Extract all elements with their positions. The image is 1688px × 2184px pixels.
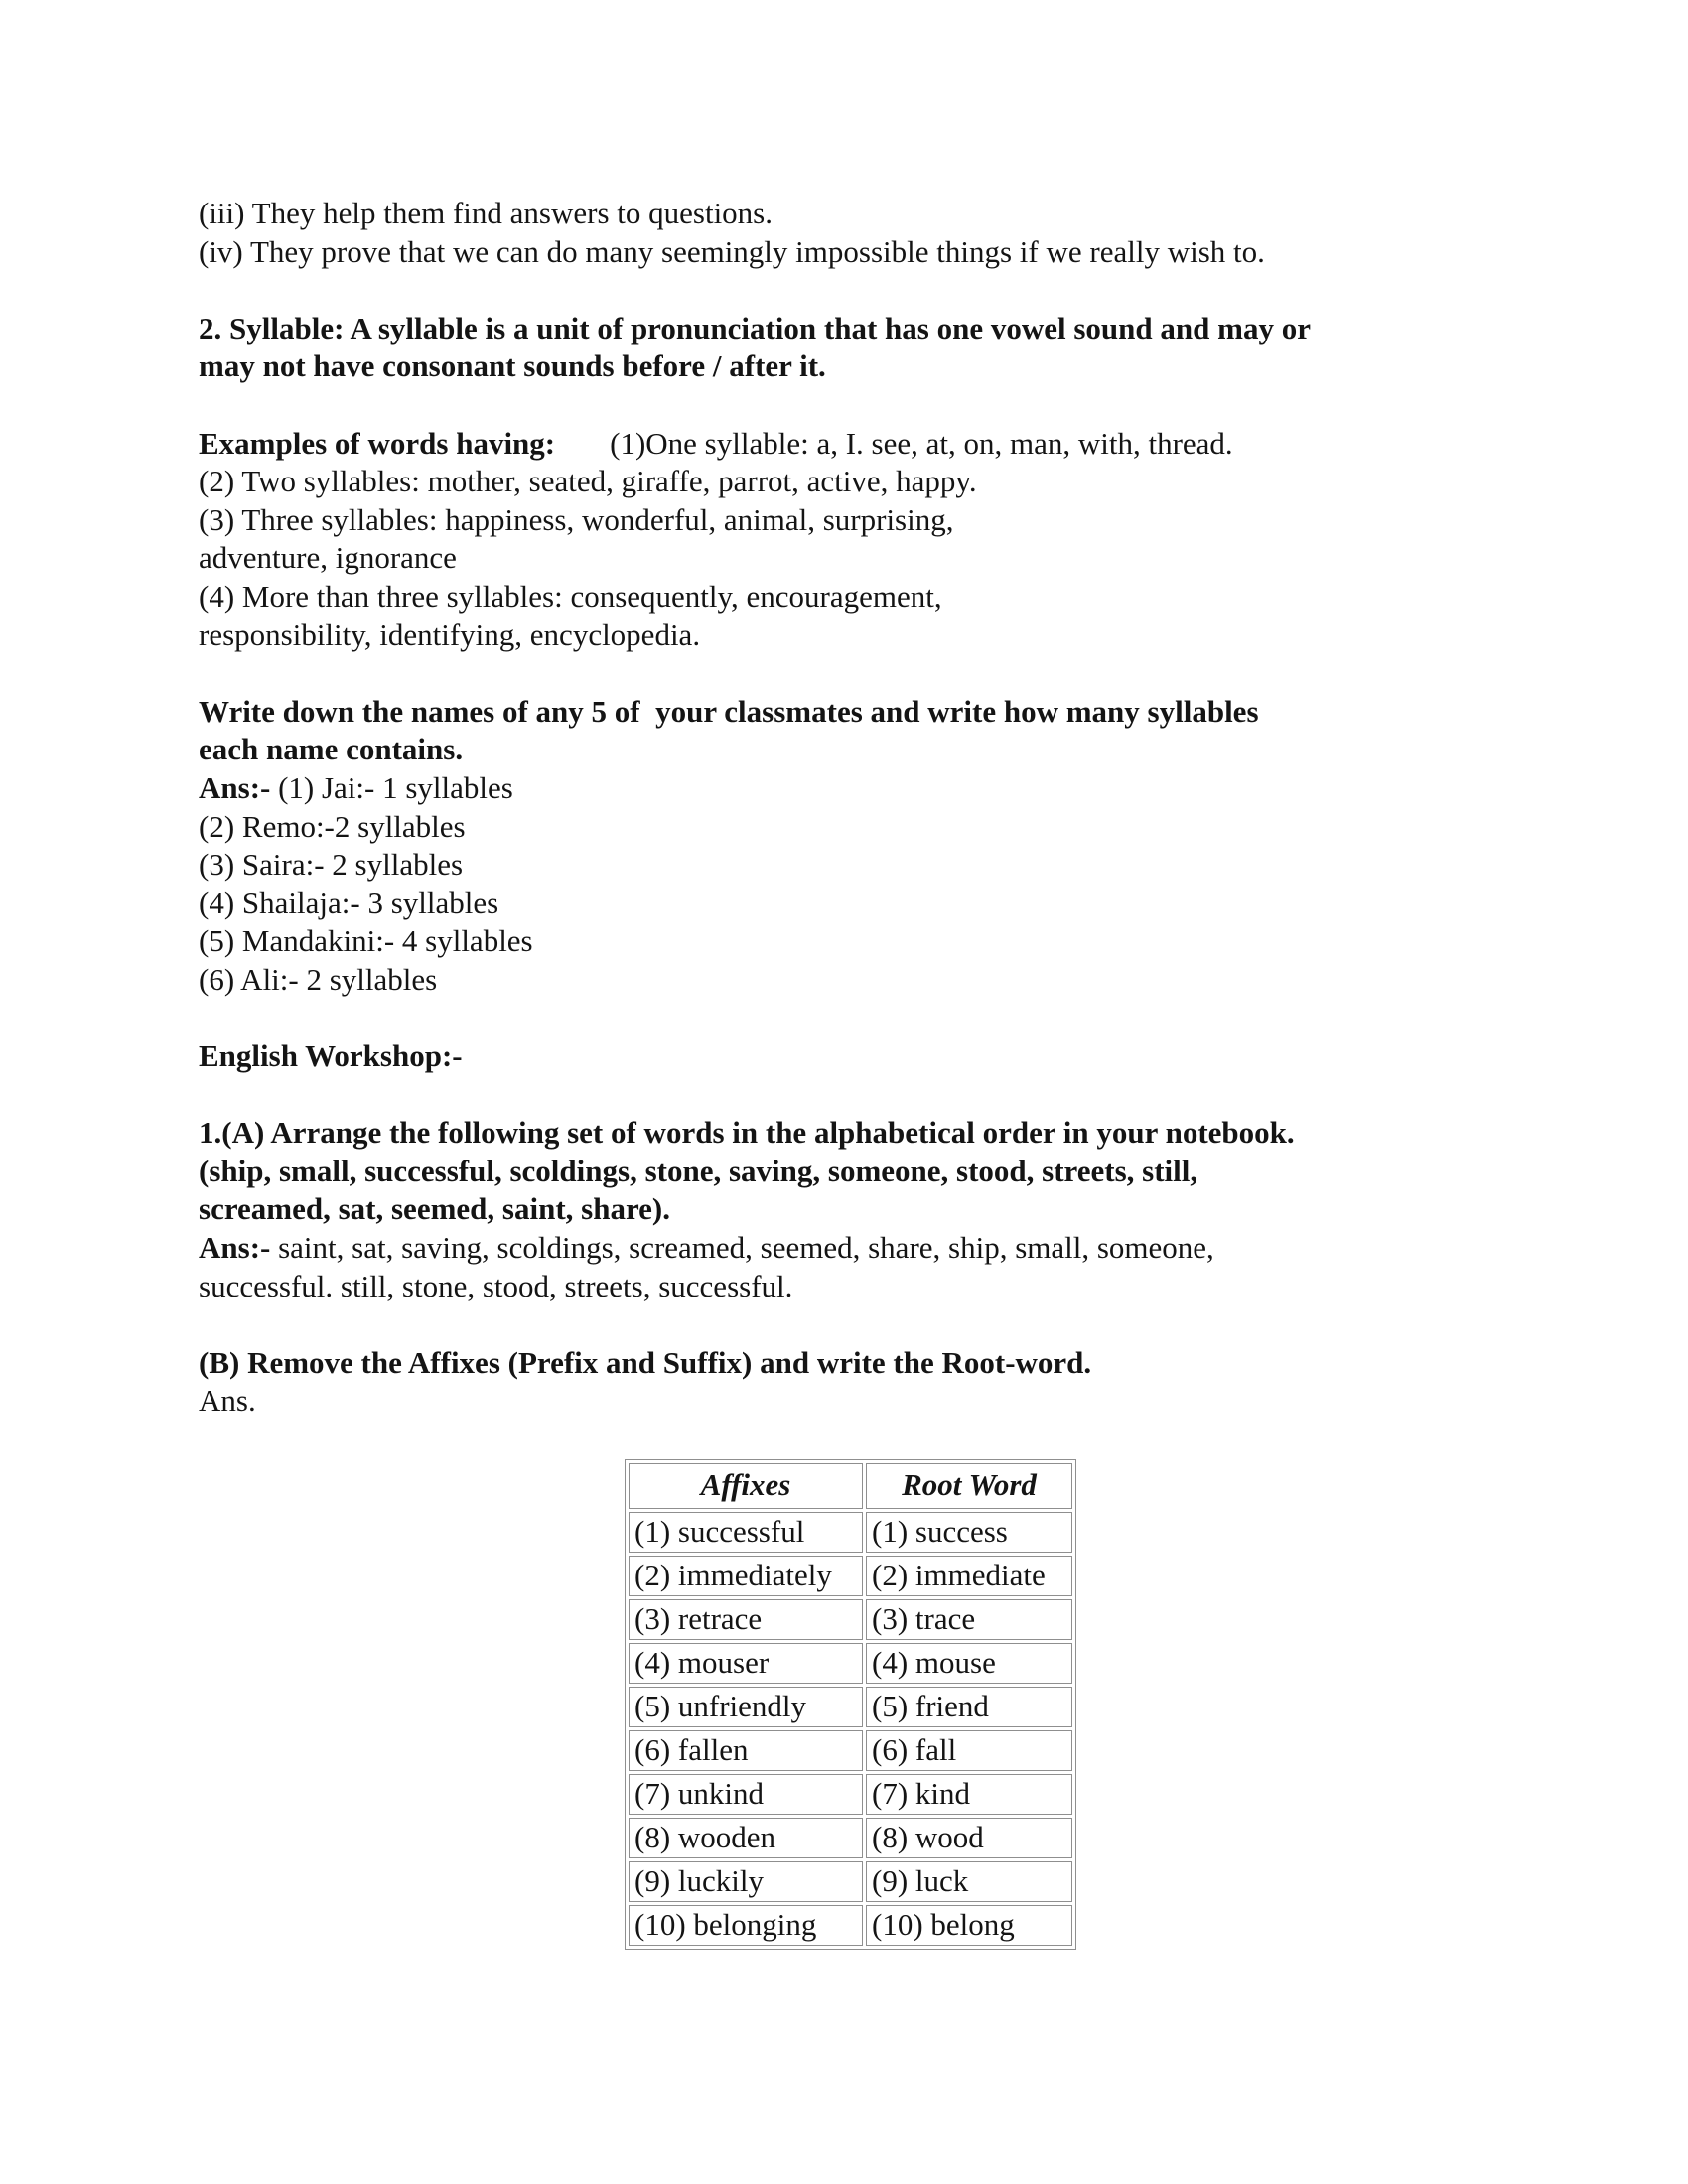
- table-header-affixes: Affixes: [629, 1463, 863, 1509]
- root-cell: (2) immediate: [866, 1556, 1072, 1596]
- q1a-line-2: (ship, small, successful, scoldings, stone, saving, someone, stood, streets, still,: [199, 1153, 1198, 1188]
- table-row: [629, 1730, 1072, 1771]
- root-cell: (3) trace: [866, 1599, 1072, 1640]
- table-row: [629, 1861, 1072, 1902]
- examples-line-4: adventure, ignorance: [199, 540, 457, 576]
- examples-label: Examples of words having:: [199, 425, 556, 461]
- syllable-definition-heading: [199, 310, 1519, 386]
- examples-paragraph: [199, 425, 1519, 655]
- classmates-heading-line-1: Write down the names of any 5 of your classmates and write how many syllables: [199, 693, 1259, 729]
- table-header-root-word: Root Word: [866, 1463, 1072, 1509]
- classmates-answer-1: (1) Jai:- 1 syllables: [270, 769, 513, 805]
- root-cell: (10) belong: [866, 1905, 1072, 1946]
- affix-cell: (2) immediately: [629, 1556, 863, 1596]
- classmates-answer-6: (6) Ali:- 2 syllables: [199, 961, 438, 997]
- root-cell: (4) mouse: [866, 1643, 1072, 1684]
- q1a-answer-line-2: successful. still, stone, stood, streets, successful.: [199, 1268, 793, 1303]
- examples-line-3: (3) Three syllables: happiness, wonderful, animal, surprising,: [199, 501, 954, 537]
- table-row: [629, 1556, 1072, 1596]
- examples-one-syllable: (1)One syllable: a, I. see, at, on, man, with, thread.: [610, 425, 1233, 461]
- table-row: [629, 1774, 1072, 1815]
- classmates-answer-5: (5) Mandakini:- 4 syllables: [199, 923, 533, 959]
- examples-line-2: (2) Two syllables: mother, seated, giraffe, parrot, active, happy.: [199, 464, 977, 499]
- syllable-heading-line-1: 2. Syllable: A syllable is a unit of pronunciation that has one vowel sound and may or: [199, 310, 1311, 345]
- affix-cell: (7) unkind: [629, 1774, 863, 1815]
- table-row: [629, 1512, 1072, 1553]
- q1a-answer-line-1: [199, 1229, 1519, 1268]
- affix-cell: (6) fallen: [629, 1730, 863, 1771]
- affix-cell: (10) belonging: [629, 1905, 863, 1946]
- root-cell: (9) luck: [866, 1861, 1072, 1902]
- intro-line-iv: (iv) They prove that we can do many seemingly impossible things if we really wish to.: [199, 233, 1265, 269]
- workshop-heading-paragraph: [199, 1037, 1519, 1076]
- syllable-heading-line-2: may not have consonant sounds before / after it.: [199, 348, 826, 384]
- classmates-answer-line-1: [199, 769, 1519, 808]
- ans-label: Ans:-: [199, 1230, 271, 1266]
- affix-cell: (3) retrace: [629, 1599, 863, 1640]
- q1a-line-3: screamed, sat, seemed, saint, share).: [199, 1191, 670, 1227]
- affix-cell: (5) unfriendly: [629, 1687, 863, 1727]
- affix-cell: (8) wooden: [629, 1818, 863, 1858]
- classmates-answer-4: (4) Shailaja:- 3 syllables: [199, 885, 499, 920]
- q1b-ans-label: Ans.: [199, 1383, 256, 1419]
- classmates-paragraph: [199, 693, 1519, 1000]
- classmates-answer-2: (2) Remo:-2 syllables: [199, 808, 466, 844]
- question-1b-paragraph: [199, 1344, 1519, 1421]
- workshop-heading: English Workshop:-: [199, 1038, 463, 1074]
- q1a-line-1: 1.(A) Arrange the following set of words in the alphabetical order in your notebook.: [199, 1115, 1295, 1151]
- root-cell: (7) kind: [866, 1774, 1072, 1815]
- examples-line-1: [199, 425, 1519, 464]
- table-row: [629, 1818, 1072, 1858]
- examples-line-6: responsibility, identifying, encyclopedia.: [199, 616, 701, 652]
- table-row: [629, 1643, 1072, 1684]
- affix-cell: (9) luckily: [629, 1861, 863, 1902]
- intro-line-iii: (iii) They help them find answers to questions.: [199, 196, 773, 230]
- root-cell: (5) friend: [866, 1687, 1072, 1727]
- root-cell: (1) success: [866, 1512, 1072, 1553]
- paragraph-intro: [199, 195, 1519, 271]
- affix-root-table: [625, 1459, 1076, 1950]
- affix-cell: (4) mouser: [629, 1643, 863, 1684]
- classmates-answer-3: (3) Saira:- 2 syllables: [199, 847, 464, 883]
- q1b-heading: (B) Remove the Affixes (Prefix and Suffix) and write the Root-word.: [199, 1344, 1092, 1380]
- ans-label: Ans:-: [199, 769, 271, 805]
- root-cell: (6) fall: [866, 1730, 1072, 1771]
- root-cell: (8) wood: [866, 1818, 1072, 1858]
- affix-cell: (1) successful: [629, 1512, 863, 1553]
- table-row: [629, 1687, 1072, 1727]
- table-row: [629, 1905, 1072, 1946]
- q1a-answer-words: saint, sat, saving, scoldings, screamed, seemed, share, ship, small, someone,: [270, 1230, 1214, 1266]
- question-1a-paragraph: [199, 1114, 1519, 1305]
- examples-line-5: (4) More than three syllables: consequently, encouragement,: [199, 578, 942, 614]
- classmates-heading-line-2: each name contains.: [199, 732, 464, 767]
- table-row: [629, 1599, 1072, 1640]
- table-header-row: [629, 1463, 1072, 1509]
